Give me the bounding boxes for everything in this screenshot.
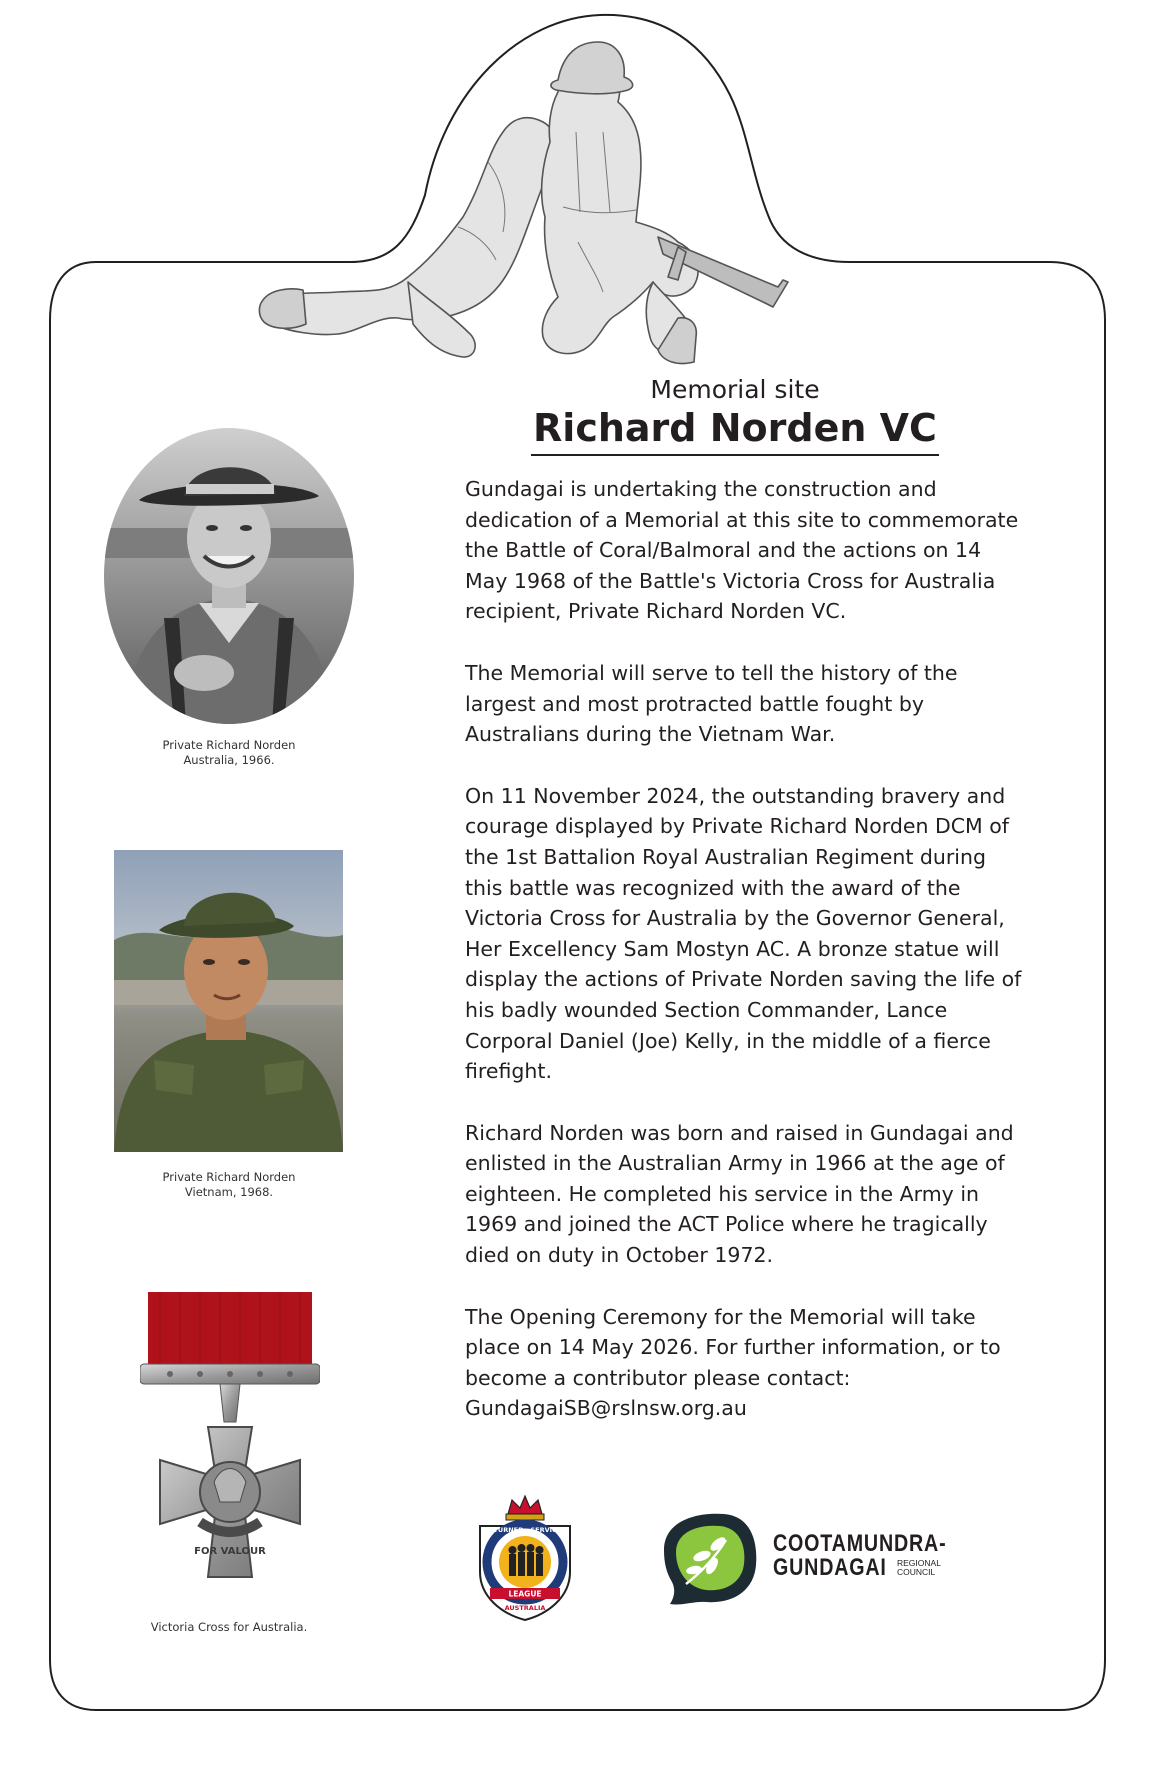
paragraph-biography: Richard Norden was born and raised in Gundagai and enlisted in the Australian Army in 1966 at the age of eighteen. He completed his service in the Army in 1969 and joined the ACT Police where he tragically died on duty in October 1972. [465, 1120, 1014, 1268]
medal-inscription: FOR VALOUR [194, 1546, 266, 1557]
caption-victoria-cross: Victoria Cross for Australia. [150, 1620, 308, 1634]
body-text [465, 474, 1025, 1455]
caption-line-name: Private Richard Norden [162, 1170, 296, 1184]
title-underline [531, 454, 939, 456]
council-leaf-logo-mark [654, 1510, 760, 1606]
rsl-arc-text: RETURNED · SERVICES [484, 1526, 566, 1534]
caption-photo-1968 [109, 1170, 349, 1200]
council-subtitle [897, 1559, 957, 1577]
heading-block [520, 375, 950, 456]
rsl-australia-logo [470, 1492, 580, 1624]
council-wordmark [773, 1532, 1013, 1580]
rsl-bottom-text: AUSTRALIA [504, 1604, 546, 1612]
soldiers-sketch-illustration [258, 32, 878, 390]
council-subtitle-regional: REGIONAL [897, 1558, 941, 1568]
rsl-band-text: LEAGUE [508, 1589, 542, 1599]
caption-photo-1966 [109, 738, 349, 768]
victoria-cross-medal-image [140, 1292, 320, 1610]
paragraph-history: The Memorial will serve to tell the history of the largest and most protracted battle fought by Australians during the Vietnam War. [465, 660, 958, 747]
page-title: Richard Norden VC [533, 406, 937, 450]
council-name-line1: COOTAMUNDRA- [773, 1530, 947, 1557]
memorial-site-subtitle: Memorial site [650, 375, 820, 404]
caption-line-place: Vietnam, 1968. [184, 1185, 274, 1199]
caption-line-name: Private Richard Norden [162, 738, 296, 752]
council-subtitle-council: COUNCIL [897, 1567, 936, 1577]
portrait-photo-1966 [104, 428, 354, 724]
paragraph-intro: Gundagai is undertaking the construction and dedication of a Memorial at this site to commemorate the Battle of Coral/Balmoral and the actions on 14 May 1968 of the Battle's Victoria Cross for Australia recipient, Private Richard Norden VC. [465, 477, 1019, 624]
portrait-photo-1968 [114, 850, 343, 1152]
council-name-line2: GUNDAGAI [773, 1554, 887, 1581]
paragraph-award: On 11 November 2024, the outstanding bravery and courage displayed by Private Richard Norden DCM of the 1st Battalion Royal Australian Regiment during this battle was recognized with the award of the Victoria Cross for Australia by the Governor General, Her Excellency Sam Mostyn AC. A bronze statue will display the actions of Private Norden saving the life of his badly wounded Section Commander, Lance Corporal Daniel (Joe) Kelly, in the middle of a fierce firefight. [465, 783, 1022, 1084]
caption-line-place: Australia, 1966. [183, 753, 275, 767]
paragraph-ceremony: The Opening Ceremony for the Memorial will take place on 14 May 2026. For further information, or to become a contributor please contact: GundagaiSB@rslnsw.org.au [465, 1304, 1001, 1421]
